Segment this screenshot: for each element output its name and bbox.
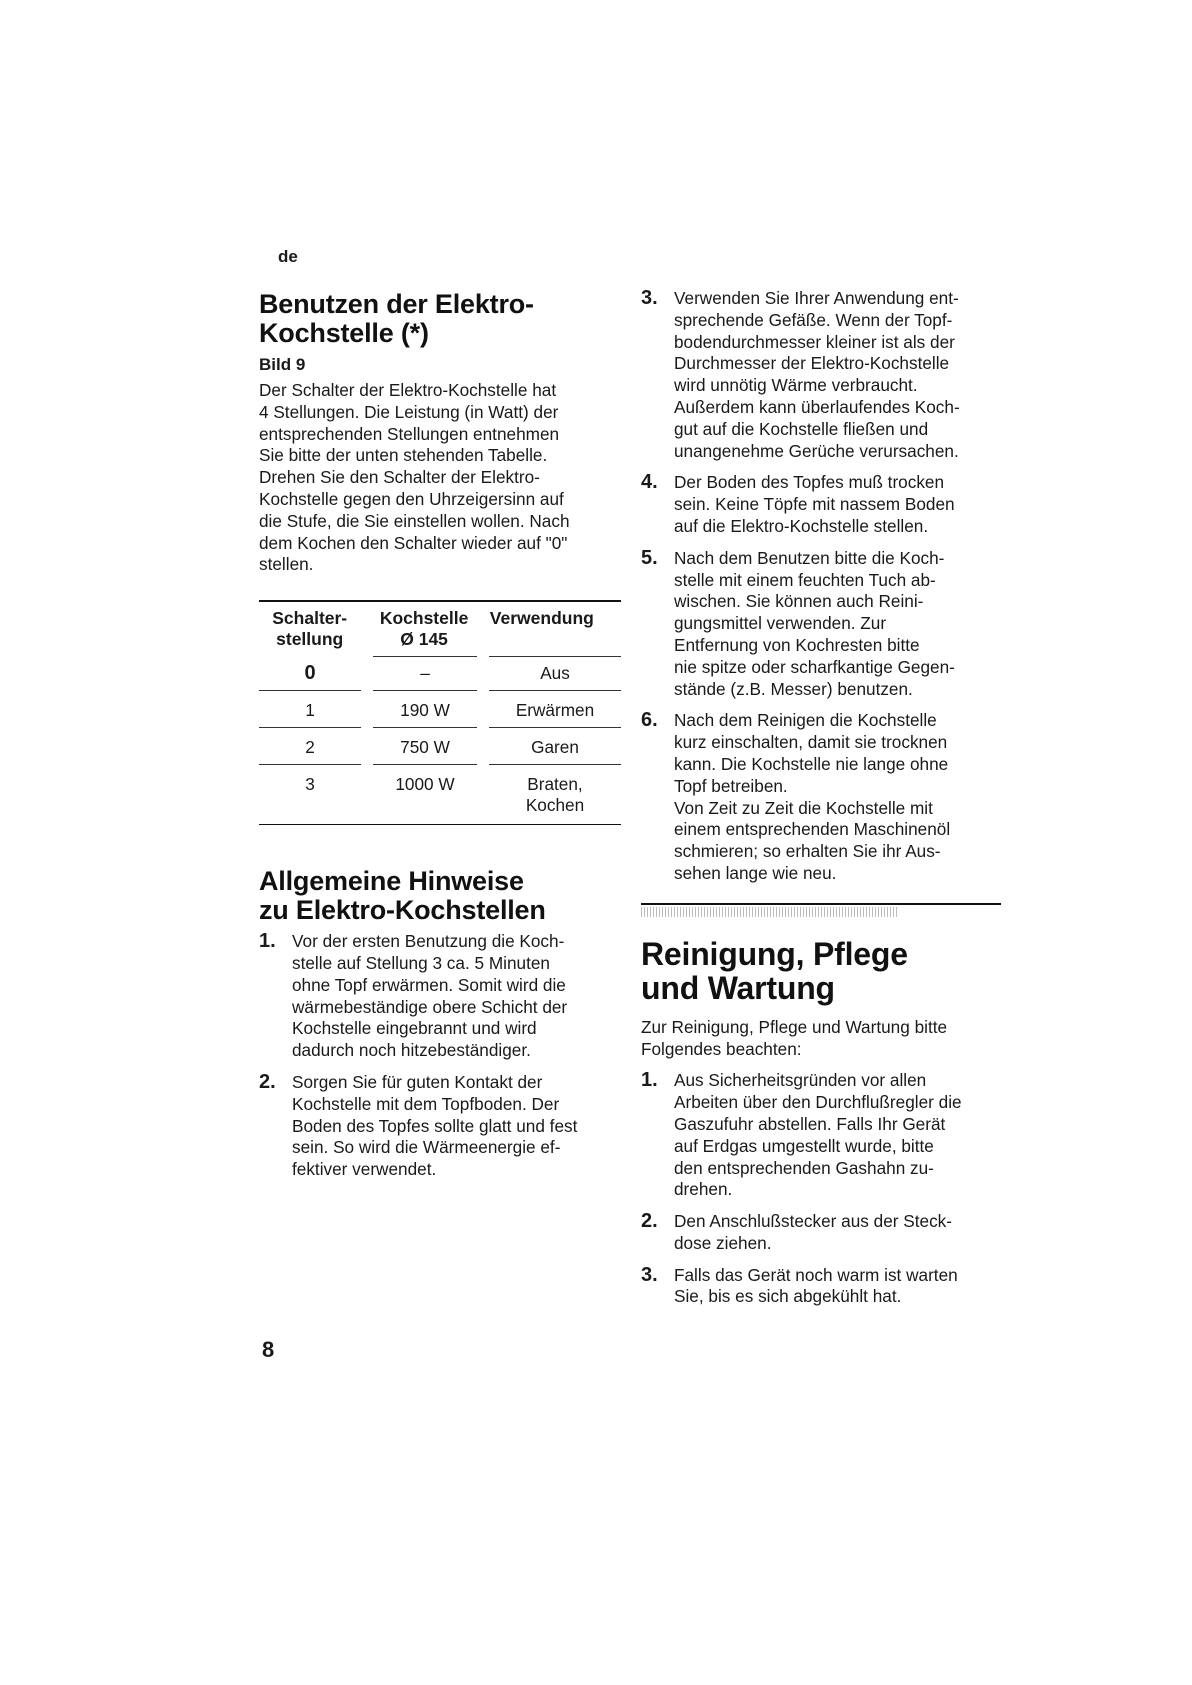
text-line: sein. Keine Töpfe mit nassem Boden: [674, 494, 955, 515]
list-item: [641, 472, 1001, 537]
table-row: [259, 663, 621, 684]
rule-segment: [259, 727, 361, 728]
table-rule: [259, 727, 621, 728]
list-text: [292, 931, 625, 1062]
section-divider-pattern: [641, 907, 899, 917]
hinweise-list: [259, 931, 625, 1181]
rule-segment: [373, 656, 477, 657]
rule-segment: [489, 764, 621, 765]
rule-segment: [259, 764, 361, 765]
text-line: einem entsprechenden Maschinenöl: [674, 819, 951, 840]
power-table: [259, 600, 621, 825]
text-line: gungsmittel verwenden. Zur: [674, 613, 887, 634]
cell-stellung: 3: [305, 774, 315, 795]
section-title-line: Benutzen der Elektro-: [259, 289, 534, 319]
cell-stellung: 1: [305, 700, 315, 721]
header-schalterstellung: [259, 608, 360, 650]
section-title-reinigung: [641, 937, 1001, 1005]
text-line: dem Kochen den Schalter wieder auf "0": [259, 532, 568, 553]
text-line: Sie, bis es sich abgekühlt hat.: [674, 1286, 902, 1307]
list-text: [674, 1211, 1001, 1255]
rule-segment: [489, 656, 621, 657]
text-line: Zur Reinigung, Pflege und Wartung bitte: [641, 1016, 948, 1037]
list-item: [259, 931, 625, 1062]
reinigung-list: [641, 1070, 1001, 1308]
list-item: [641, 288, 1001, 462]
section-title-line: zu Elektro-Kochstellen: [259, 895, 546, 926]
text-line: Drehen Sie den Schalter der Elektro-: [259, 467, 540, 488]
list-item: [641, 548, 1001, 701]
text-line: Entfernung von Kochresten bitte: [674, 634, 920, 655]
left-column: [259, 290, 625, 1191]
text-line: auf die Elektro-Kochstelle stellen.: [674, 515, 929, 536]
rule-segment: [489, 690, 621, 691]
list-text: [674, 710, 1001, 884]
list-number: 1.: [641, 1069, 658, 1092]
text-line: die Stufe, die Sie einstellen wollen. Nach: [259, 510, 570, 531]
text-line: Sie bitte der unten stehenden Tabelle.: [259, 445, 548, 466]
text-line: ohne Topf erwärmen. Somit wird die: [292, 974, 566, 995]
text-line: Topf betreiben.: [674, 775, 788, 796]
page-number: 8: [262, 1337, 275, 1362]
table-rule: [259, 690, 621, 691]
intro-paragraph: [259, 380, 625, 576]
section-divider: [641, 903, 1001, 905]
rule-segment: [373, 727, 477, 728]
right-column: [641, 288, 1001, 1318]
text-line: Kochstelle mit dem Topfboden. Der: [292, 1093, 560, 1114]
list-number: 4.: [641, 471, 658, 494]
text-line: Nach dem Benutzen bitte die Koch-: [674, 547, 945, 568]
cell-verwendung: Erwärmen: [515, 700, 595, 721]
section-title-hinweise: [259, 867, 625, 925]
text-line: stelle mit einem feuchten Tuch ab-: [674, 569, 936, 590]
list-text: [674, 472, 1001, 537]
list-number: 6.: [641, 709, 658, 732]
text-line: Nach dem Reinigen die Kochstelle: [674, 710, 937, 731]
text-line: Durchmesser der Elektro-Kochstelle: [674, 353, 950, 374]
text-line: wischen. Sie können auch Reini-: [674, 591, 924, 612]
list-number: 1.: [259, 930, 276, 953]
list-item: [641, 1211, 1001, 1255]
table-row: [259, 737, 621, 758]
list-text: [674, 288, 1001, 462]
list-item: [641, 710, 1001, 884]
text-line: Der Schalter der Elektro-Kochstelle hat: [259, 380, 557, 400]
list-text: [674, 1070, 1001, 1201]
list-number: 5.: [641, 546, 658, 569]
list-text: [292, 1072, 625, 1181]
header-text: Ø 145: [400, 629, 448, 650]
table-row: [259, 774, 621, 816]
text-line: dadurch noch hitzebeständiger.: [292, 1040, 531, 1061]
text-line: sehen lange wie neu.: [674, 862, 837, 883]
rule-segment: [259, 690, 361, 691]
table-rule: [259, 656, 621, 657]
text-line: Sorgen Sie für guten Kontakt der: [292, 1071, 543, 1092]
cell-stellung: 0: [304, 662, 316, 685]
text-line: Arbeiten über den Durchflußregler die: [674, 1092, 962, 1113]
text-line: Aus Sicherheitsgründen vor allen: [674, 1070, 927, 1091]
reinigung-intro: [641, 1017, 1001, 1061]
cell-verwendung: [489, 774, 621, 816]
text-line: Den Anschlußstecker aus der Steck-: [674, 1211, 952, 1232]
text-line: schmieren; so erhalten Sie ihr Aus-: [674, 841, 941, 862]
text-line: stellen.: [259, 554, 314, 575]
list-number: 3.: [641, 287, 658, 309]
cell-text: Braten,: [527, 774, 583, 795]
text-line: kurz einschalten, damit sie trocknen: [674, 732, 948, 753]
text-line: Außerdem kann überlaufendes Koch-: [674, 396, 960, 417]
list-number: 2.: [259, 1070, 276, 1093]
text-line: dose ziehen.: [674, 1232, 772, 1253]
text-line: sein. So wird die Wärmeenergie ef-: [292, 1137, 561, 1158]
list-text: [674, 548, 1001, 701]
text-line: kann. Die Kochstelle nie lange ohne: [674, 753, 949, 774]
text-line: unangenehme Gerüche verursachen.: [674, 440, 959, 461]
cell-stellung: 2: [305, 737, 315, 758]
section-title-benutzen: [259, 290, 625, 348]
header-text: stellung: [276, 629, 344, 650]
text-line: stelle auf Stellung 3 ca. 5 Minuten: [292, 952, 550, 973]
hinweise-list-continued: [641, 288, 1001, 885]
text-line: gut auf die Kochstelle fließen und: [674, 418, 929, 439]
cell-text: Kochen: [525, 795, 585, 816]
text-line: Boden des Topfes sollte glatt und fest: [292, 1115, 578, 1136]
text-line: Kochstelle eingebrannt und wird: [292, 1018, 537, 1039]
text-line: Vor der ersten Benutzung die Koch-: [292, 931, 565, 952]
table-header-row: [259, 602, 621, 650]
rule-segment: [373, 690, 477, 691]
text-line: Gaszufuhr abstellen. Falls Ihr Gerät: [674, 1113, 946, 1134]
section-title-line: und Wartung: [641, 969, 835, 1006]
cell-leistung: 1000 W: [395, 774, 455, 795]
list-item: [641, 1070, 1001, 1201]
cell-leistung: 750 W: [400, 737, 450, 758]
section-title-line: Kochstelle (*): [259, 318, 429, 348]
list-text: [674, 1265, 1001, 1309]
list-item: [259, 1072, 625, 1181]
list-number: 3.: [641, 1263, 658, 1286]
section-title-line: Allgemeine Hinweise: [259, 866, 524, 897]
text-line: wird unnötig Wärme verbraucht.: [674, 375, 918, 396]
text-line: wärmebeständige obere Schicht der: [292, 996, 568, 1017]
cell-leistung: 190 W: [400, 700, 450, 721]
text-line: Falls das Gerät noch warm ist warten: [674, 1264, 958, 1285]
table-row: [259, 700, 621, 721]
text-line: drehen.: [674, 1179, 733, 1200]
list-item: [641, 1265, 1001, 1309]
section-title-line: Reinigung, Pflege: [641, 935, 908, 972]
text-line: sprechende Gefäße. Wenn der Topf-: [674, 309, 953, 330]
text-line: 4 Stellungen. Die Leistung (in Watt) der: [259, 401, 559, 422]
text-line: Von Zeit zu Zeit die Kochstelle mit: [674, 797, 933, 818]
rule-segment: [259, 656, 361, 657]
text-line: Verwenden Sie Ihrer Anwendung ent-: [674, 288, 959, 308]
text-line: den entsprechenden Gashahn zu-: [674, 1157, 934, 1178]
list-number: 2.: [641, 1210, 658, 1233]
text-line: entsprechenden Stellungen entnehmen: [259, 423, 560, 444]
text-line: auf Erdgas umgestellt wurde, bitte: [674, 1135, 934, 1156]
cell-verwendung: Aus: [540, 663, 570, 684]
language-tag: de: [278, 247, 298, 266]
header-text: Schalter-: [272, 608, 348, 629]
text-line: Kochstelle gegen den Uhrzeigersinn auf: [259, 488, 564, 509]
text-line: Folgendes beachten:: [641, 1038, 802, 1059]
rule-segment: [373, 764, 477, 765]
table-bottom-rule: [259, 824, 621, 825]
cell-verwendung: Garen: [531, 737, 579, 758]
header-text: Kochstelle: [379, 608, 469, 629]
text-line: nie spitze oder scharfkantige Gegen-: [674, 656, 955, 677]
text-line: stände (z.B. Messer) benutzen.: [674, 678, 913, 699]
rule-segment: [489, 727, 621, 728]
text-line: bodendurchmesser kleiner ist als der: [674, 331, 955, 352]
cell-leistung: –: [420, 663, 430, 684]
figure-reference: Bild 9: [259, 355, 306, 374]
header-text: Verwendung: [489, 608, 594, 629]
table-rule: [259, 764, 621, 765]
text-line: Der Boden des Topfes muß trocken: [674, 472, 945, 493]
header-kochstelle: [372, 608, 475, 650]
text-line: fektiver verwendet.: [292, 1159, 437, 1180]
header-verwendung: [488, 608, 621, 650]
